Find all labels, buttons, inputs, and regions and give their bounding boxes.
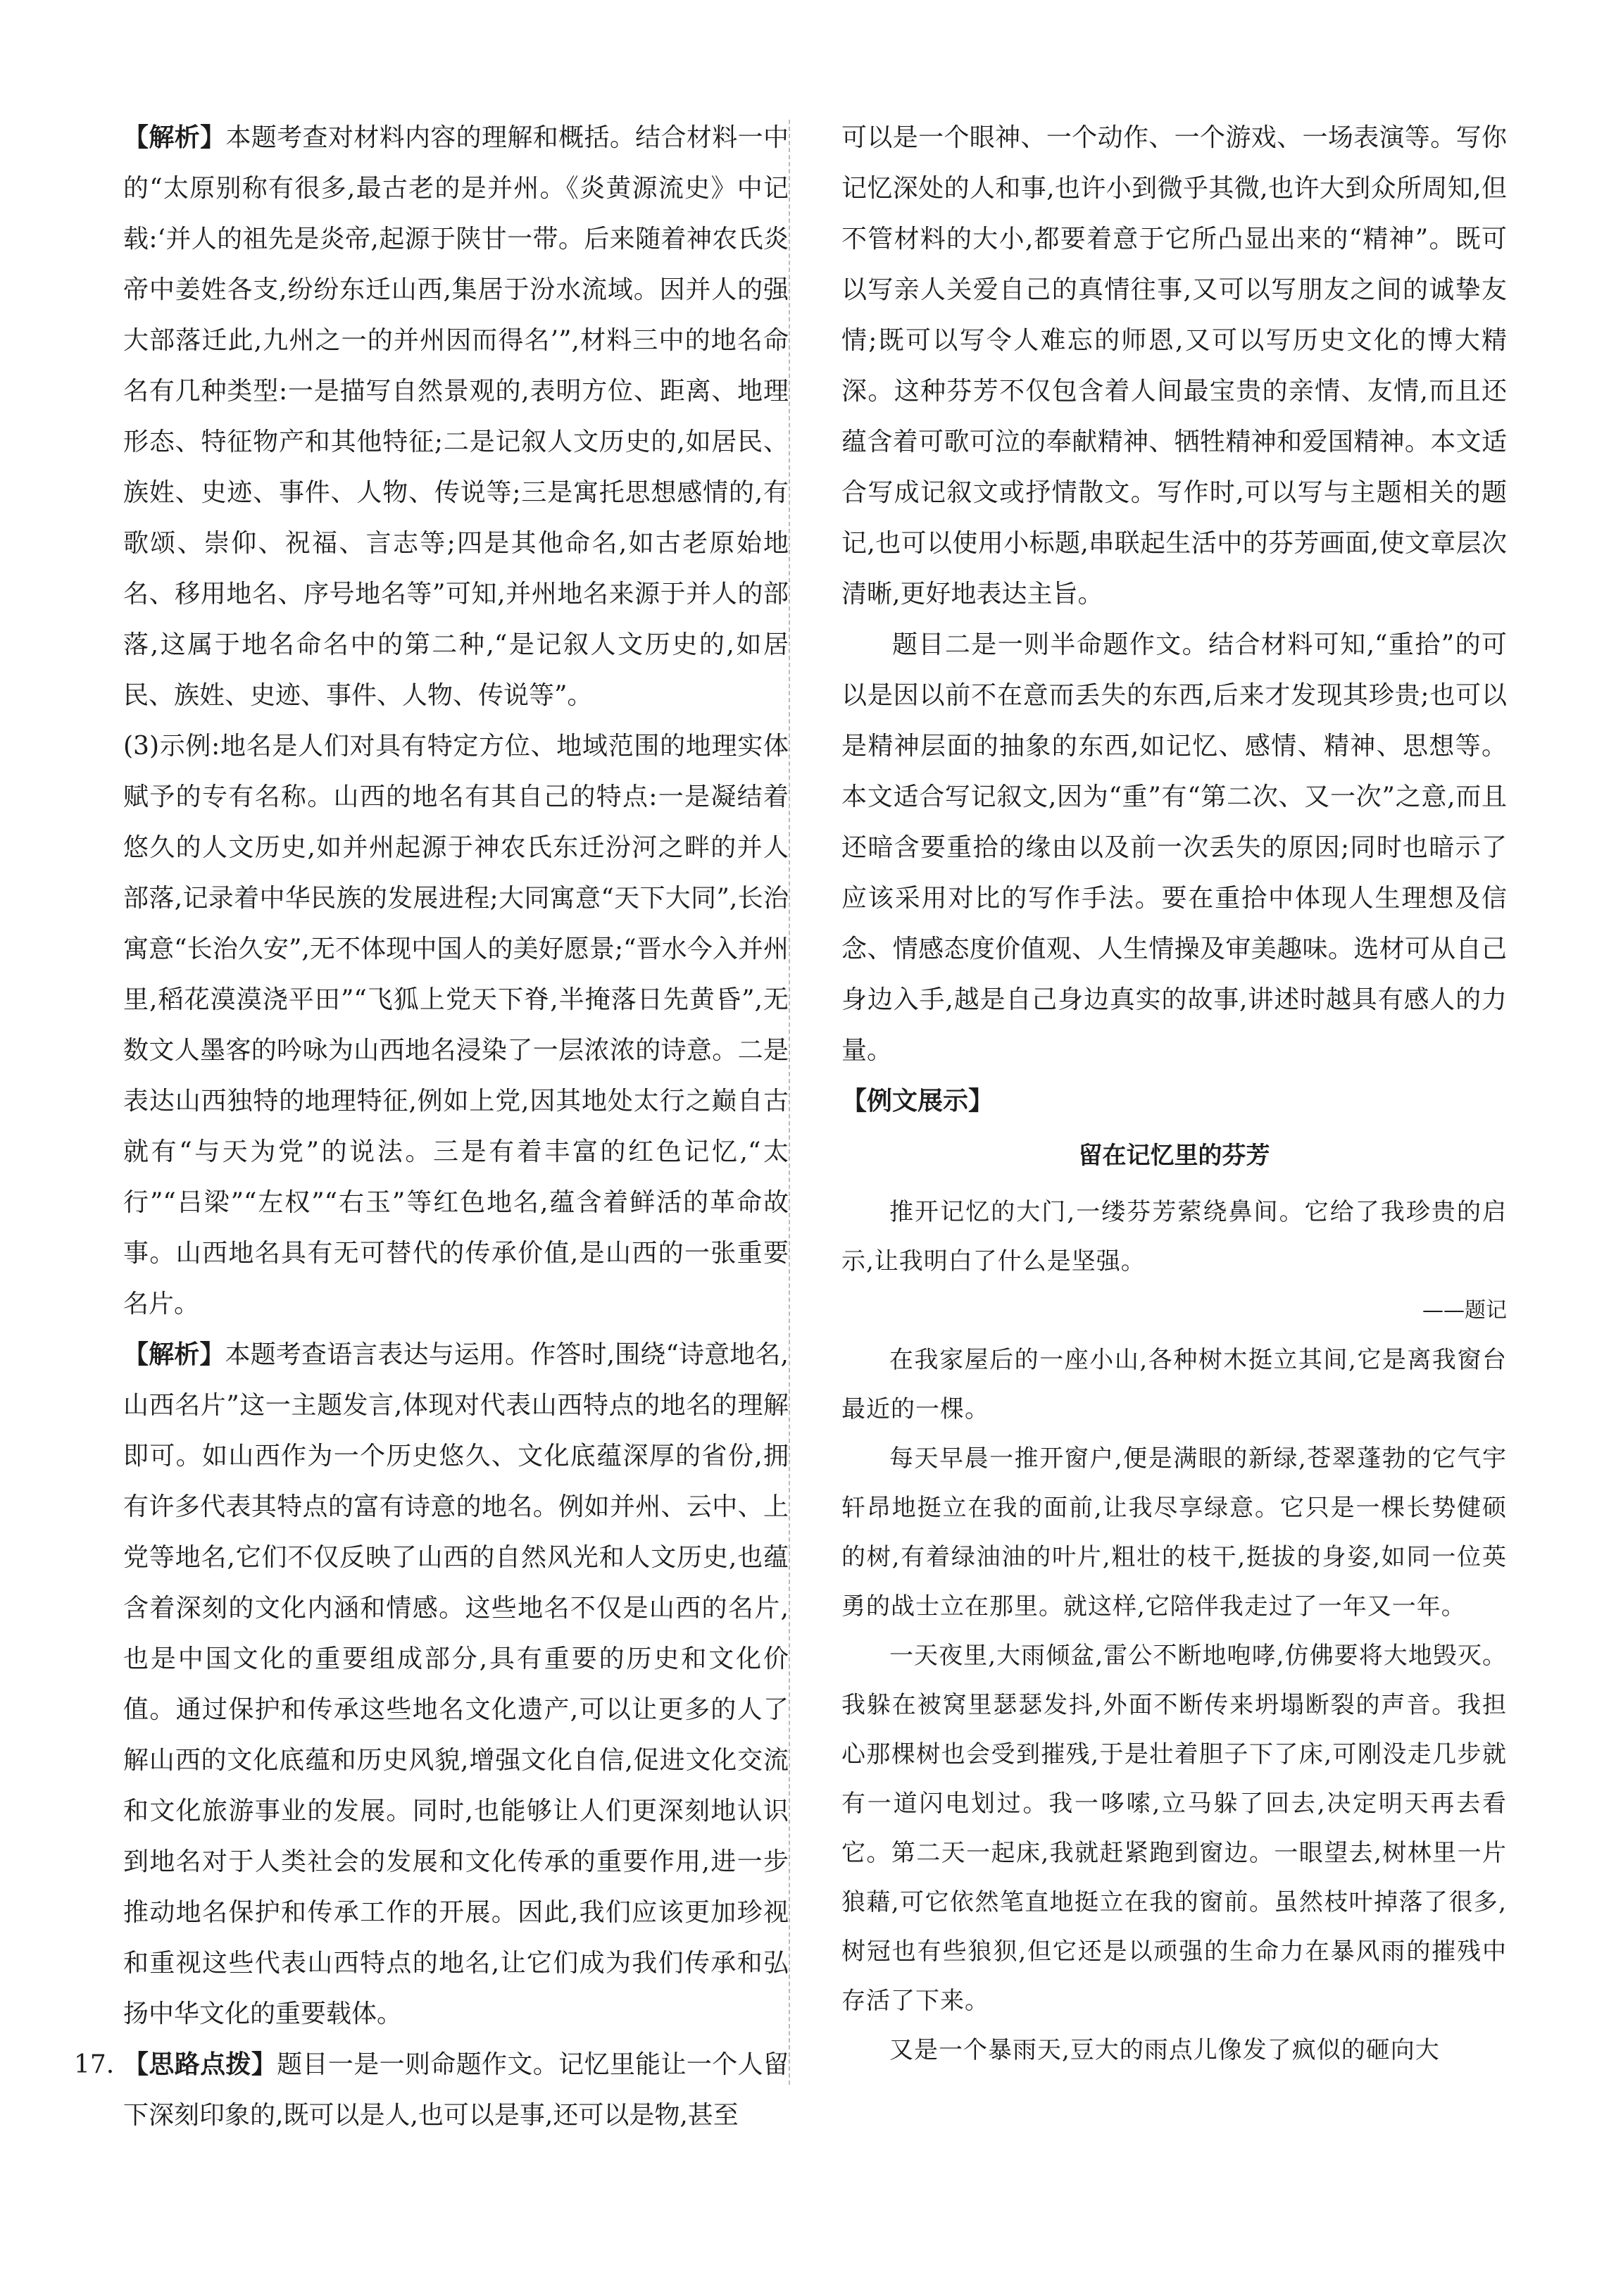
epigraph-signature: ——题记 [1422, 1298, 1507, 1323]
essay-epigraph: 推开记忆的大门,一缕芬芳萦绕鼻间。它给了我珍贵的启示,让我明白了什么是坚强。 [841, 1198, 1507, 1275]
essay-paragraph: 又是一个暴雨天,豆大的雨点儿像发了疯似的砸向大 [889, 2036, 1440, 2064]
analysis-text: 本题考查对材料内容的理解和概括。结合材料一中的“太原别称有很多,最古老的是并州。《炎黄源流史》中记载:‘并人的祖先是炎帝,起源于陕甘一带。后来随着神农氏炎帝中姜姓各支,纷纷东迁山西,集居于汾水流域。因并人的强大部落迁此,九州之一的并州因而得名’”,材料三中的地名命名有几种类型:一是描写自然景观的,表明方位、距离、地理形态、特征物产和其他特征;二是记叙人文历史的,如居民、族姓、史迹、事件、人物、传说等;三是寓托思想感情的,有歌颂、崇仰、祝福、言志等;四是其他命名,如古老原始地名、移用地名、序号地名等”可知,并州地名来源于并人的部落,这属于地名命名中的第二种,“是记叙人文历史的,如居民、族姓、史迹、事件、人物、传说等”。 [123, 123, 789, 710]
essay-paragraph: 在我家屋后的一座小山,各种树木挺立其间,它是离我窗台最近的一棵。 [841, 1346, 1507, 1423]
hint-text: 题目一是一则命题作文。记忆里能让一个人留下深刻印象的,既可以是人,也可以是事,还可以是物,甚至 [123, 2050, 789, 2130]
analysis-tag: 【解析】 [123, 1340, 225, 1369]
essay-paragraph: 一天夜里,大雨倾盆,雷公不断地咆哮,仿佛要将大地毁灭。我躲在被窝里瑟瑟发抖,外面不断传来坍塌断裂的声音。我担心那棵树也会受到摧残,于是壮着胆子下了床,可刚没走几步就有一道闪电划过。我一哆嗦,立马躲了回去,决定明天再去看它。第二天一起床,我就赶紧跑到窗边。一眼望去,树林里一片狼藉,可它依然笔直地挺立在我的窗前。虽然枝叶掉落了很多,树冠也有些狼狈,但它还是以顽强的生命力在暴风雨的摧残中存活了下来。 [841, 1642, 1507, 2015]
sample-answer-paragraph: (3)示例:地名是人们对具有特定方位、地域范围的地理实体赋予的专有名称。山西的地名有其自己的特点:一是凝结着悠久的人文历史,如并州起源于神农氏东迁汾河之畔的并人部落,记录着中华民族的发展进程;大同寓意“天下大同”,长治寓意“长治久安”,无不体现中国人的美好愿景;“晋水今入并州里,稻花漠漠浇平田”“飞狐上党天下脊,半掩落日先黄昏”,无数文人墨客的吟咏为山西地名浸染了一层浓浓的诗意。二是表达山西独特的地理特征,例如上党,因其地处太行之巅自古就有“与天为党”的说法。三是有着丰富的红色记忆,“太行”“吕梁”“左权”“右玉”等红色地名,蕴含着鲜活的革命故事。山西地名具有无可替代的传承价值,是山西的一张重要名片。 [123, 732, 789, 1318]
question-number: 17. [74, 2050, 115, 2079]
question-17-paragraph [74, 2040, 789, 2141]
left-column [74, 113, 789, 2141]
hint-tag: 【思路点拨】 [123, 2050, 277, 2079]
analysis-text: 本题考查语言表达与运用。作答时,围绕“诗意地名,山西名片”这一主题发言,体现对代表山西特点的地名的理解即可。如山西作为一个历史悠久、文化底蕴深厚的省份,拥有许多代表其特点的富有诗意的地名。例如并州、云中、上党等地名,它们不仅反映了山西的自然风光和人文历史,也蕴含着深刻的文化内涵和情感。这些地名不仅是山西的名片,也是中国文化的重要组成部分,具有重要的历史和文化价值。通过保护和传承这些地名文化遗产,可以让更多的人了解山西的文化底蕴和历史风貌,增强文化自信,促进文化交流和文化旅游事业的发展。同时,也能够让人们更深刻地认识到地名对于人类社会的发展和文化传承的重要作用,进一步推动地名保护和传承工作的开展。因此,我们应该更加珍视和重视这些代表山西特点的地名,让它们成为我们传承和弘扬中华文化的重要载体。 [123, 1340, 789, 2028]
essay-paragraph: 每天早晨一推开窗户,便是满眼的新绿,苍翠蓬勃的它气宇轩昂地挺立在我的面前,让我尽享绿意。它只是一棵长势健硕的树,有着绿油油的叶片,粗壮的枝干,挺拔的身姿,如同一位英勇的战士立在那里。就这样,它陪伴我走过了一年又一年。 [841, 1445, 1507, 1621]
analysis-paragraph-1 [123, 113, 789, 721]
essay-title: 留在记忆里的芬芳 [1078, 1142, 1270, 1170]
continuation-paragraph: 可以是一个眼神、一个动作、一个游戏、一场表演等。写你记忆深处的人和事,也许小到微乎其微,也许大到众所周知,但不管材料的大小,都要着意于它所凸显出来的“精神”。既可以写亲人关爱自己的真情往事,又可以写朋友之间的诚挚友情;既可以写令人难忘的师恩,又可以写历史文化的博大精深。这种芬芳不仅包含着人间最宝贵的亲情、友情,而且还蕴含着可歌可泣的奉献精神、牺牲精神和爱国精神。本文适合写成记叙文或抒情散文。写作时,可以写与主题相关的题记,也可以使用小标题,串联起生活中的芬芳画面,使文章层次清晰,更好地表达主旨。 [841, 123, 1507, 609]
analysis-tag: 【解析】 [123, 123, 226, 152]
column-divider [789, 120, 790, 2085]
example-heading: 【例文展示】 [841, 1087, 994, 1116]
right-column [841, 113, 1507, 2075]
topic-two-paragraph: 题目二是一则半命题作文。结合材料可知,“重拾”的可以是因以前不在意而丢失的东西,后来才发现其珍贵;也可以是精神层面的抽象的东西,如记忆、感情、精神、思想等。本文适合写记叙文,因为“重”有“第二次、又一次”之意,而且还暗含要重拾的缘由以及前一次丢失的原因;同时也暗示了应该采用对比的写作手法。要在重拾中体现人生理想及信念、情感态度价值观、人生情操及审美趣味。选材可从自己身边入手,越是自己身边真实的故事,讲述时越具有感人的力量。 [841, 630, 1507, 1065]
analysis-paragraph-2 [123, 1330, 789, 2040]
